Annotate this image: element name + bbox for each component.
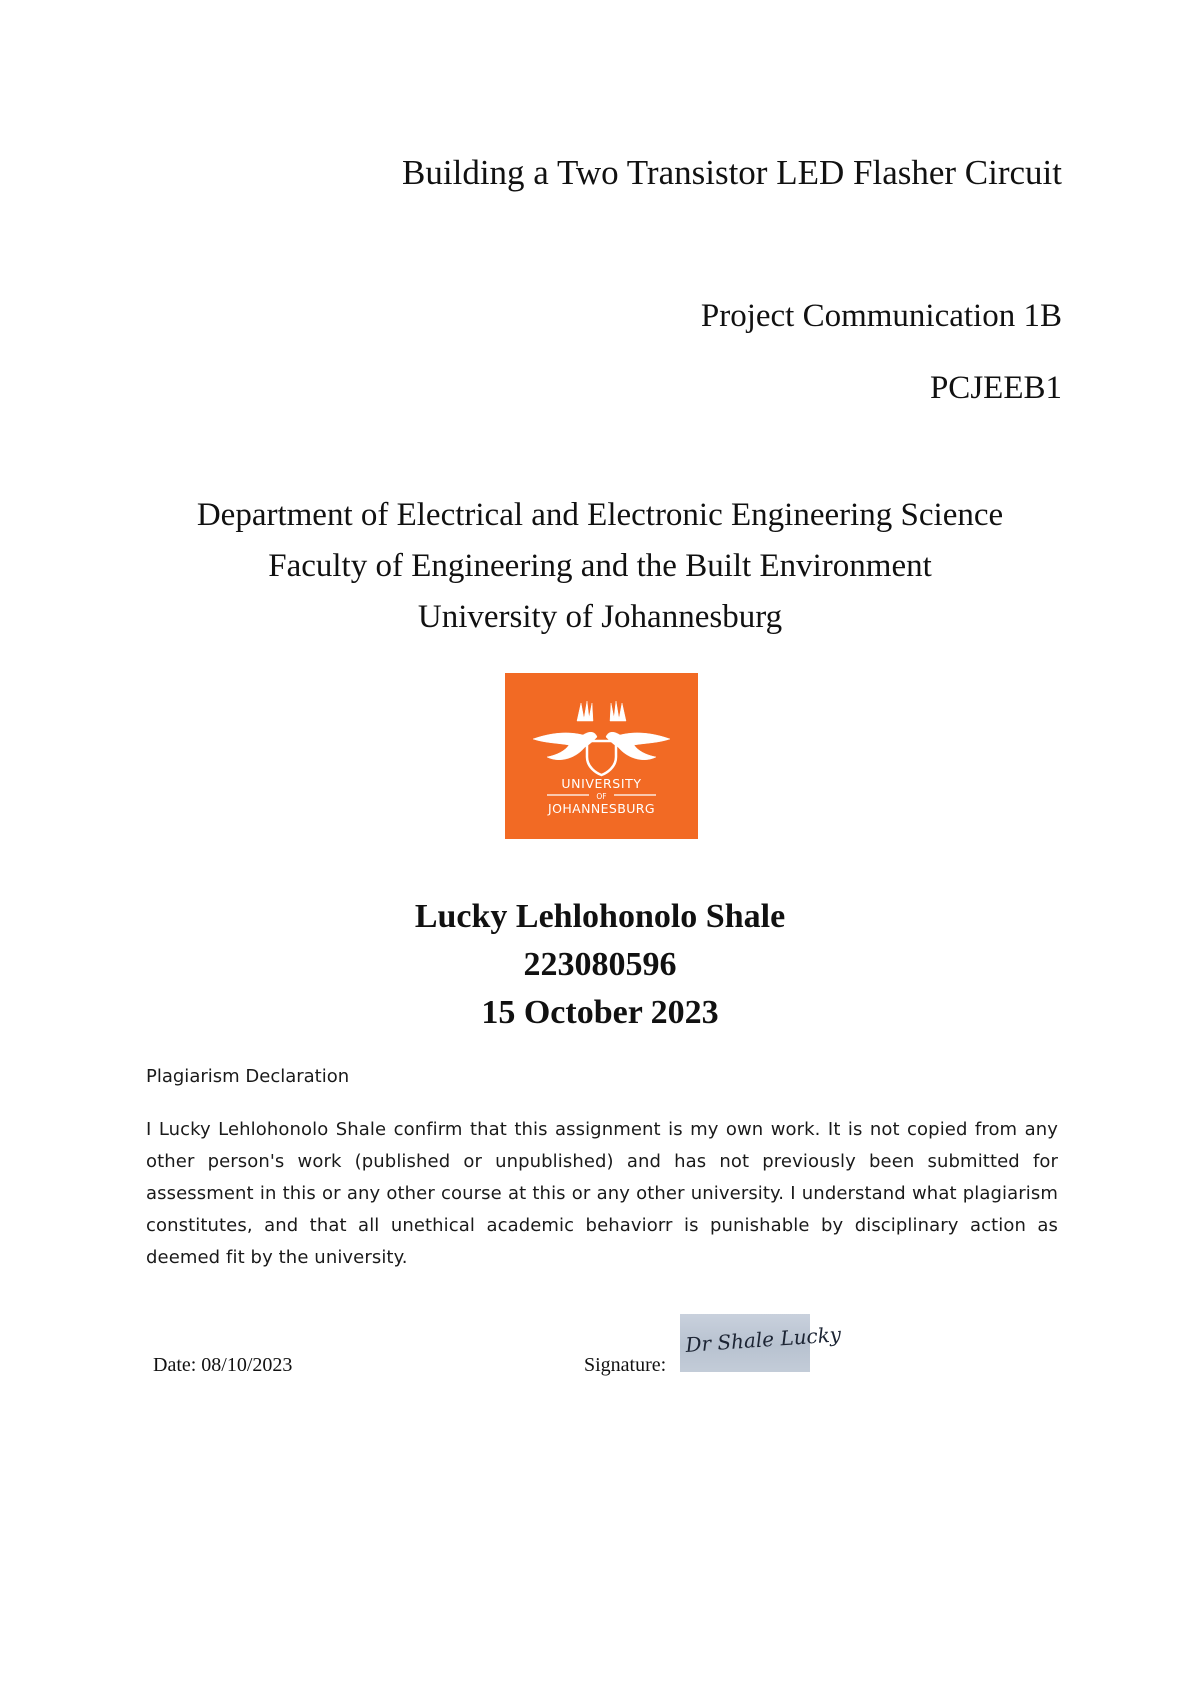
logo-line-johannesburg: JOHANNESBURG: [548, 801, 655, 816]
signature-label: Signature:: [584, 1354, 667, 1376]
submission-date: 15 October 2023: [481, 994, 719, 1031]
logo-line-university: UNIVERSITY: [561, 776, 642, 791]
course-name: Project Communication 1B: [700, 298, 1062, 334]
university-crest-icon: [505, 673, 698, 839]
university-logo: [505, 673, 698, 839]
course-code: PCJEEB1: [929, 370, 1062, 406]
declaration-date: Date: 08/10/2023: [153, 1354, 293, 1376]
document-title: Building a Two Transistor LED Flasher Circuit: [402, 153, 1062, 192]
university-name: University of Johannesburg: [417, 599, 783, 635]
logo-line-of: OF: [596, 792, 607, 801]
signature-image: [680, 1314, 842, 1372]
student-name: Lucky Lehlohonolo Shale: [414, 898, 786, 935]
student-number: 223080596: [523, 946, 677, 983]
signature-text: Dr Shale Lucky: [684, 1322, 842, 1357]
department-name: Department of Electrical and Electronic Engineering Science: [196, 497, 1004, 533]
faculty-name: Faculty of Engineering and the Built Environment: [268, 548, 932, 584]
handwritten-signature: [680, 1314, 842, 1372]
institution-block: [0, 490, 1200, 643]
student-block: [0, 893, 1200, 1037]
declaration-body: I Lucky Lehlohonolo Shale confirm that this assignment is my own work. It is not copied from any other person's work (published or unpublished) and has not previously been submitted for assessment in this or any other course at this or any other university. I understand what plagiarism constitutes, and that all unethical academic behaviorr is punishable by disciplinary action as deemed fit by the university.: [146, 1119, 1058, 1268]
declaration-heading: Plagiarism Declaration: [146, 1066, 350, 1087]
